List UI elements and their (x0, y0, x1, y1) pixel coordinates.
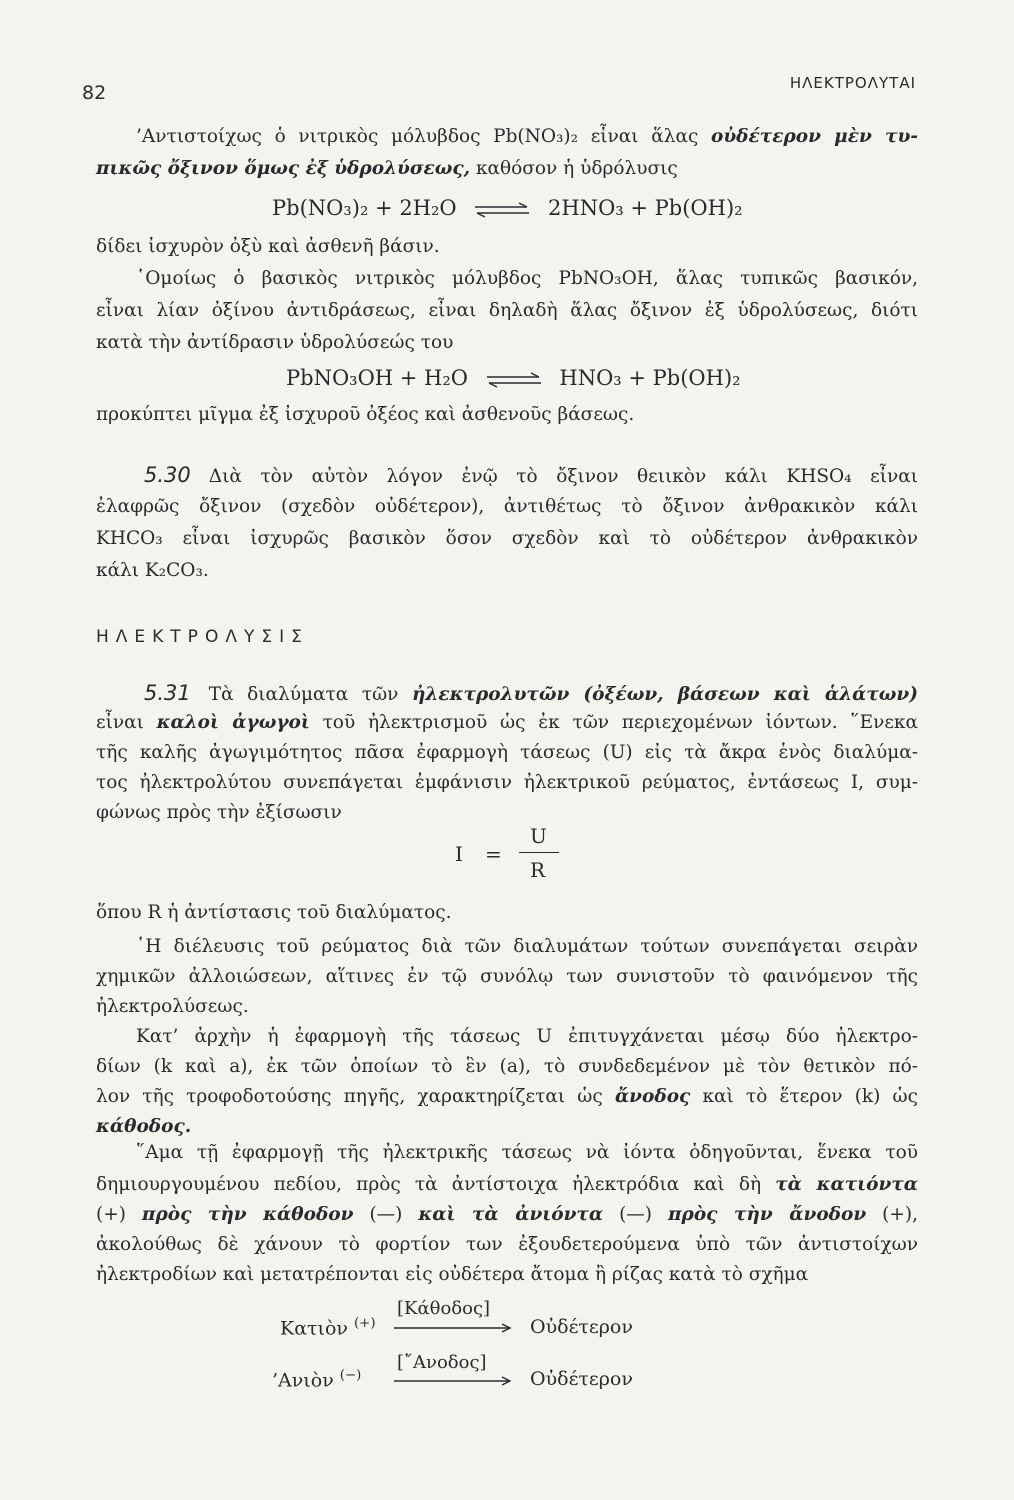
s530-line-1 (96, 462, 918, 490)
fraction-bar (519, 852, 559, 853)
s531-line-5: φώνως πρὸς τὴν ἐξίσωσιν (96, 802, 342, 823)
p1-line-1 (96, 124, 918, 150)
p1-text: ’Αντιστοίχως ὁ νιτρικὸς μόλυβδος Pb(NO₃)₂ εἶναι ἅλας (136, 126, 711, 147)
formula-denominator: R (530, 858, 546, 882)
p5-text-3e: (—) (603, 1204, 668, 1225)
scheme-anion-charge: (−) (339, 1368, 362, 1383)
p5-emphasis-3b: πρὸς τὴν κάθοδον (141, 1204, 354, 1225)
scheme-product-1: Οὐδέτερον (530, 1316, 633, 1338)
s531-line-1 (96, 680, 918, 708)
p5-line-1: ῞Αμα τῇ ἐφαρμογῇ τῆς ἠλεκτρικῆς τάσεως νὰ ἰόντα ὁδηγοῦνται, ἕνεκα τοῦ (136, 1142, 918, 1163)
p1-emphasis: οὐδέτερον μὲν τυ- (711, 126, 918, 147)
s531-line-3: τῆς καλῆς ἀγωγιμότητος πᾶσα ἐφαρμογὴ τάσεως (U) εἰς τὰ ἄκρα ἑνὸς διαλύμα- (96, 742, 918, 763)
formula-numerator: U (530, 824, 547, 848)
p1-text-2: καθόσον ἡ ὑδρόλυσις (470, 158, 678, 179)
s531-line-4: τος ἠλεκτρολύτου συνεπάγεται ἐμφάνισιν ἠλεκτρικοῦ ρεύματος, ἐντάσεως I, συμ- (96, 772, 918, 793)
reaction-arrow-icon (392, 1376, 514, 1386)
p5-emphasis-3d: καὶ τὰ ἀνιόντα (418, 1204, 604, 1225)
scheme-row-1 (280, 1316, 376, 1339)
s530-line-4: κάλι K₂CO₃. (96, 560, 209, 581)
s531-emphasis: ἠλεκτρολυτῶν (ὀξέων, βάσεων καὶ ἁλάτων) (411, 684, 919, 705)
p4-line-2: δίων (k καὶ a), ἐκ τῶν ὁποίων τὸ ἓν (a), τὸ συνδεδεμένον μὲ τὸν θετικὸν πό- (96, 1056, 918, 1077)
formula-lhs: I (455, 842, 463, 866)
p1-end: δίδει ἰσχυρὸν ὀξὺ καὶ ἀσθενῆ βάσιν. (96, 236, 440, 257)
p2-line-3: κατὰ τὴν ἀντίδρασιν ὑδρολύσεώς του (96, 332, 454, 353)
scheme-row-2 (272, 1368, 361, 1391)
p3-line-3: ἠλεκτρολύσεως. (96, 996, 249, 1017)
page-number: 82 (82, 82, 107, 104)
scheme-cation-charge: (+) (353, 1316, 376, 1331)
p5-text-3c: (—) (353, 1204, 419, 1225)
p4-anodos: ἄνοδος (614, 1086, 691, 1107)
s531-text: Τὰ διαλύματα τῶν (208, 684, 412, 705)
p1-emphasis-2: πικῶς ὄξινον ὅμως ἐξ ὑδρολύσεως, (96, 158, 471, 179)
s531-text-2a: εἶναι (96, 712, 157, 733)
p4-line-1: Κατ’ ἀρχὴν ἡ ἐφαρμογὴ τῆς τάσεως U ἐπιτυγχάνεται μέσῳ δύο ἠλεκτρο- (136, 1026, 918, 1047)
running-title: ΗΛΕΚΤΡΟΛΥΤΑΙ (789, 74, 916, 92)
p5-line-3 (96, 1202, 918, 1228)
p5-line-5: ἠλεκτροδίων καὶ μετατρέπονται εἰς οὐδέτερα ἄτομα ἢ ρίζας κατὰ τὸ σχῆμα (96, 1264, 809, 1285)
p5-line-4: ἀκολούθως δὲ χάνουν τὸ φορτίον των ἐξουδετερούμενα ὑπὸ τῶν ἀντιστοίχων (96, 1234, 918, 1255)
equilibrium-arrow-icon (473, 202, 531, 218)
section-number-5-30: 5.30 (144, 463, 191, 487)
s531-line-2 (96, 710, 918, 736)
scheme-label-anode: [῎Ανοδος] (397, 1352, 487, 1373)
s531-emphasis-2: καλοὶ ἀγωγοὶ (156, 712, 310, 733)
p5-text-3g: (+), (866, 1204, 918, 1225)
p5-line-2 (96, 1172, 918, 1198)
p4-text-3a: λον τῆς τροφοδοτούσης πηγῆς, χαρακτηρίζεται ὡς (96, 1086, 615, 1107)
s531-text-2c: τοῦ ἠλεκτρισμοῦ ὡς ἐκ τῶν περιεχομένων ἰόντων. ῞Ενεκα (309, 712, 918, 733)
reaction-arrow-icon (392, 1323, 514, 1333)
p2-end: προκύπτει μῖγμα ἐξ ἰσχυροῦ ὀξέος καὶ ἀσθενοῦς βάσεως. (96, 404, 635, 425)
p5-emphasis-2: τὰ κατιόντα (775, 1174, 918, 1195)
scheme-product-2: Οὐδέτερον (530, 1368, 633, 1390)
p3-line-1: ῾Η διέλευσις τοῦ ρεύματος διὰ τῶν διαλυμάτων τούτων συνεπάγεται σειρὰν (136, 936, 918, 957)
scheme-label-cathode: [Κάθοδος] (397, 1298, 491, 1319)
section-heading: ΗΛΕΚΤΡΟΛΥΣΙΣ (96, 627, 309, 647)
p5-text-3a: (+) (96, 1204, 142, 1225)
p2-line-2: εἶναι λίαν ὀξίνου ἀντιδράσεως, εἶναι δηλαδὴ ἅλας ὄξινον ἐξ ὑδρολύσεως, διότι (96, 300, 918, 321)
p1-line-2 (96, 156, 918, 182)
s530-line-2: ἐλαφρῶς ὄξινον (σχεδὸν οὐδέτερον), ἀντιθέτως τὸ ὄξινον ἀνθρακικὸν κάλι (96, 496, 918, 517)
p5-text-2a: δημιουργουμένου πεδίου, πρὸς τὰ ἀντίστοιχα ἠλεκτρόδια καὶ δὴ (96, 1174, 776, 1195)
p2-line-1: ῾Ομοίως ὁ βασικὸς νιτρικὸς μόλυβδος PbNO₃OH, ἅλας τυπικῶς βασικόν, (136, 268, 918, 289)
scheme-cation: Κατιὸν (280, 1317, 348, 1340)
s530-text: Διὰ τὸν αὐτὸν λόγον ἐνῷ τὸ ὄξινον θειικὸν κάλι KHSO₄ εἶναι (208, 466, 918, 487)
eq1-lhs: Pb(NO₃)₂ + 2H₂O (272, 196, 457, 220)
p4-text-3c: καὶ τὸ ἕτερον (k) ὡς (690, 1086, 918, 1107)
formula-equals: = (485, 842, 502, 866)
eq1-rhs: 2HNO₃ + Pb(OH)₂ (548, 196, 743, 220)
s530-line-3: KHCO₃ εἶναι ἰσχυρῶς βασικὸν ὅσον σχεδὸν καὶ τὸ οὐδέτερον ἀνθρακικὸν (96, 528, 918, 549)
p-after-formula: ὅπου R ἡ ἀντίστασις τοῦ διαλύματος. (96, 902, 452, 923)
eq2-rhs: HNO₃ + Pb(OH)₂ (559, 366, 741, 390)
section-number-5-31: 5.31 (144, 681, 191, 705)
scheme-anion: ’Ανιὸν (272, 1369, 334, 1392)
p4-line-3 (96, 1084, 918, 1110)
eq2-lhs: PbNO₃OH + H₂O (286, 366, 469, 390)
equilibrium-arrow-icon (485, 372, 543, 388)
p5-emphasis-3f: πρὸς τὴν ἄνοδον (668, 1204, 867, 1225)
equation-1 (272, 196, 743, 220)
p3-line-2: χημικῶν ἀλλοιώσεων, αἵτινες ἐν τῷ συνόλῳ των συνιστοῦν τὸ φαινόμενον τῆς (96, 966, 918, 987)
equation-2 (286, 366, 741, 390)
p4-line-4: κάθοδος. (96, 1116, 192, 1137)
